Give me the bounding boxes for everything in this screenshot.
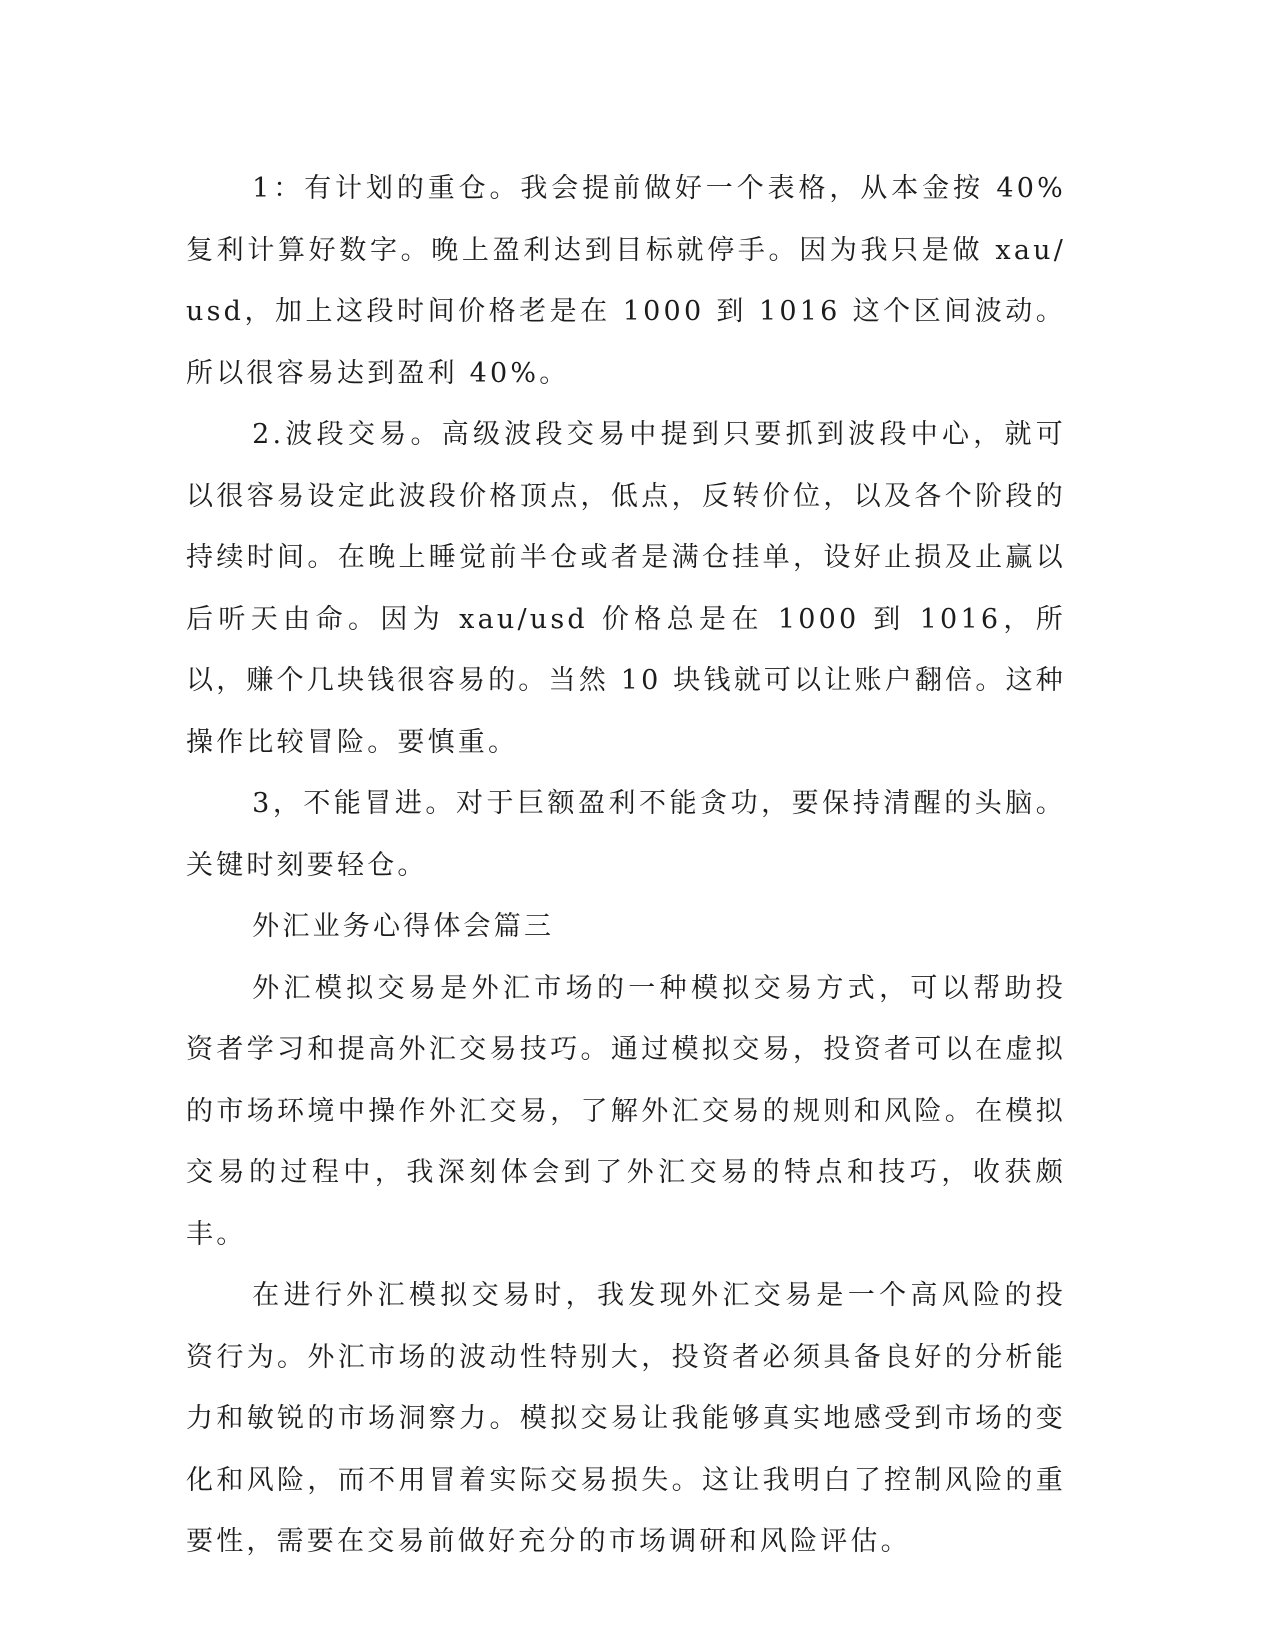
- paragraph-simulated-trading-intro: 外汇模拟交易是外汇市场的一种模拟交易方式，可以帮助投资者学习和提高外汇交易技巧。通过模拟交易，投资者可以在虚拟的市场环境中操作外汇交易，了解外汇交易的规则和风险。在模拟交易的过程中，我深刻体会到了外汇交易的特点和技巧，收获颇丰。: [186, 972, 1066, 1250]
- paragraph-no-rushing: 3，不能冒进。对于巨额盈利不能贪功，要保持清醒的头脑。关键时刻要轻仓。: [186, 788, 1066, 881]
- paragraph-swing-trading: 2.波段交易。高级波段交易中提到只要抓到波段中心，就可以很容易设定此波段价格顶点，低点，反转价位，以及各个阶段的持续时间。在晚上睡觉前半仓或者是满仓挂单，设好止损及止赢以后听天由命。因为 xau/usd 价格总是在 1000 到 1016，所以，赚个几块钱很容易的。当然 10 块钱就可以让账户翻倍。这种操作比较冒险。要慎重。: [186, 419, 1066, 758]
- paragraph-risk-awareness: 在进行外汇模拟交易时，我发现外汇交易是一个高风险的投资行为。外汇市场的波动性特别大，投资者必须具备良好的分析能力和敏锐的市场洞察力。模拟交易让我能够真实地感受到市场的变化和风险，而不用冒着实际交易损失。这让我明白了控制风险的重要性，需要在交易前做好充分的市场调研和风险评估。: [186, 1280, 1066, 1557]
- paragraph-heavy-position: 1：有计划的重仓。我会提前做好一个表格，从本金按 40%复利计算好数字。晚上盈利达到目标就停手。因为我只是做 xau/usd，加上这段时间价格老是在 1000 到 1016 这个区间波动。所以很容易达到盈利 40%。: [186, 173, 1066, 389]
- section-title: 外汇业务心得体会篇三: [252, 911, 555, 942]
- document-body: [186, 158, 1066, 1573]
